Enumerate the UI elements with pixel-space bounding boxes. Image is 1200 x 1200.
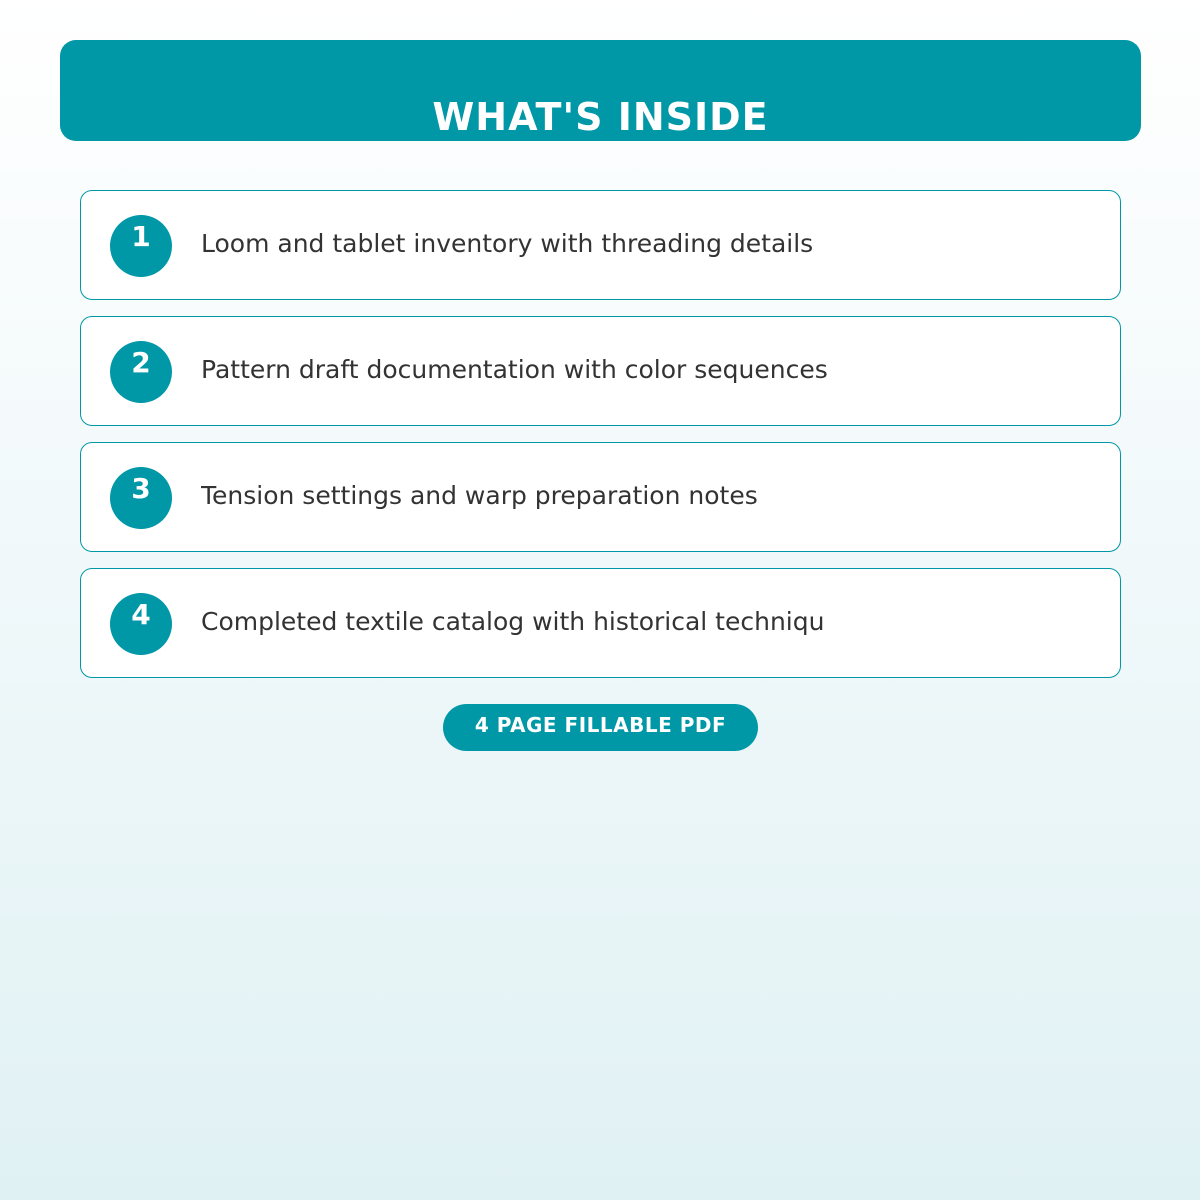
page-title: WHAT'S INSIDE — [432, 95, 769, 139]
list-item — [80, 190, 1121, 300]
item-number-badge: 4 — [110, 593, 172, 655]
item-description: Loom and tablet inventory with threading details — [201, 229, 814, 258]
item-description: Tension settings and warp preparation notes — [201, 481, 758, 510]
page-count-badge: 4 PAGE FILLABLE PDF — [443, 704, 758, 751]
item-number-badge: 1 — [110, 215, 172, 277]
header-banner — [60, 40, 1141, 141]
list-item — [80, 316, 1121, 426]
list-item — [80, 442, 1121, 552]
list-item — [80, 568, 1121, 678]
item-description: Completed textile catalog with historical techniqu — [201, 607, 825, 636]
item-number-badge: 3 — [110, 467, 172, 529]
item-description: Pattern draft documentation with color sequences — [201, 355, 828, 384]
item-number-badge: 2 — [110, 341, 172, 403]
